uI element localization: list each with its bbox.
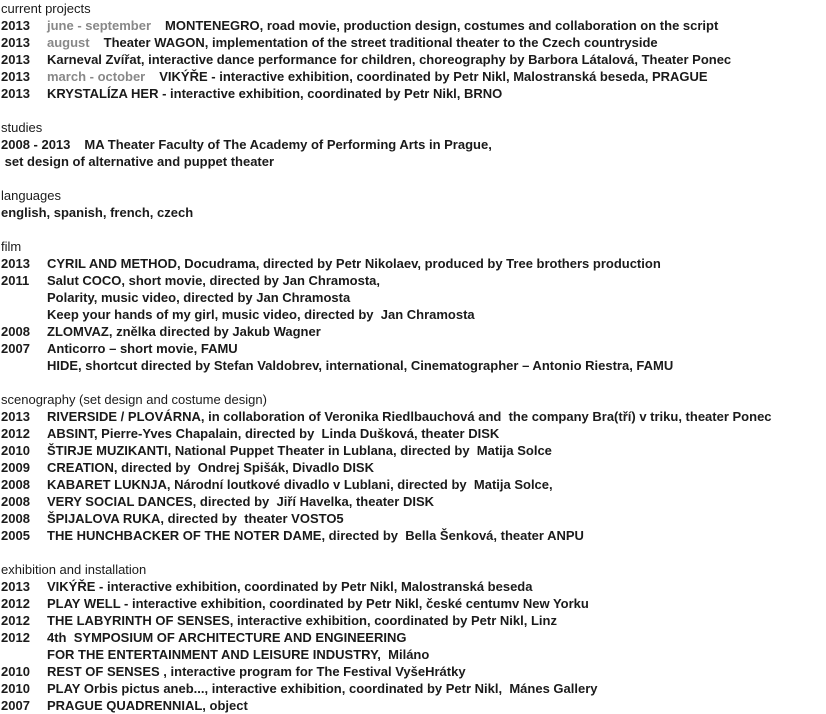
entry-row bbox=[1, 306, 826, 323]
entry-year: 2013 bbox=[1, 409, 30, 424]
entry-year: 2013 bbox=[1, 69, 30, 84]
entry-period: march - october bbox=[47, 69, 146, 84]
entry-row bbox=[1, 459, 826, 476]
entry-row bbox=[1, 340, 826, 357]
entry-row bbox=[1, 34, 826, 51]
entry-year bbox=[1, 306, 47, 323]
entry-row bbox=[1, 17, 826, 34]
entry-year: 2008 - 2013 bbox=[1, 137, 71, 152]
entry-year: 2008 bbox=[1, 511, 30, 526]
entry-text: ZLOMVAZ, znělka directed by Jakub Wagner bbox=[47, 324, 321, 339]
entry-row bbox=[1, 442, 826, 459]
entry-row bbox=[1, 697, 826, 714]
entry-row bbox=[1, 51, 826, 68]
entry-row bbox=[1, 357, 826, 374]
entry-year: 2013 bbox=[1, 579, 30, 594]
entry-text: Salut COCO, short movie, directed by Jan Chramosta, bbox=[47, 273, 381, 288]
entry-text: VIKÝŘE - interactive exhibition, coordinated by Petr Nikl, Malostranská beseda bbox=[47, 579, 533, 594]
entry-row bbox=[1, 629, 826, 646]
entry-row bbox=[1, 85, 826, 102]
entry-text: ŠTIRJE MUZIKANTI, National Puppet Theater in Lublana, directed by Matija Solce bbox=[47, 443, 552, 458]
entry-year: 2013 bbox=[1, 256, 30, 271]
entry-year bbox=[1, 646, 47, 663]
entry-text: REST OF SENSES , interactive program for The Festival VyšeHrátky bbox=[47, 664, 466, 679]
entry-row bbox=[1, 476, 826, 493]
section-title: scenography (set design and costume design) bbox=[1, 392, 267, 407]
section-title: current projects bbox=[1, 1, 91, 16]
entry-year: 2012 bbox=[1, 596, 30, 611]
entry-period: august bbox=[47, 35, 90, 50]
section-title: studies bbox=[1, 120, 43, 135]
entry-text: FOR THE ENTERTAINMENT AND LEISURE INDUSTRY, Miláno bbox=[47, 647, 430, 662]
entry-text: Karneval Zvířat, interactive dance performance for children, choreography by Barbora Látalová, Theater Ponec bbox=[47, 52, 732, 67]
entry-text: CREATION, directed by Ondrej Spišák, Divadlo DISK bbox=[47, 460, 374, 475]
entry-text: Anticorro – short movie, FAMU bbox=[47, 341, 238, 356]
entry-year: 2007 bbox=[1, 341, 30, 356]
entry-year bbox=[1, 357, 47, 374]
section-title: languages bbox=[1, 188, 61, 203]
entry-year: 2008 bbox=[1, 324, 30, 339]
entry-row bbox=[1, 408, 826, 425]
entry-year: 2012 bbox=[1, 613, 30, 628]
section-gap bbox=[1, 374, 826, 391]
entry-row bbox=[1, 204, 826, 221]
entry-row bbox=[1, 68, 826, 85]
entry-text: ŠPIJALOVA RUKA, directed by theater VOSTO5 bbox=[47, 511, 344, 526]
entry-year: 2007 bbox=[1, 698, 30, 713]
entry-year: 2010 bbox=[1, 443, 30, 458]
entry-year: 2013 bbox=[1, 86, 30, 101]
entry-row bbox=[1, 136, 826, 153]
entry-row bbox=[1, 527, 826, 544]
entry-text: CYRIL AND METHOD, Docudrama, directed by Petr Nikolaev, produced by Tree brothers production bbox=[47, 256, 661, 271]
entry-year: 2011 bbox=[1, 273, 30, 288]
entry-text: MA Theater Faculty of The Academy of Performing Arts in Prague, bbox=[84, 137, 492, 152]
entry-year: 2009 bbox=[1, 460, 30, 475]
section-gap bbox=[1, 221, 826, 238]
entry-text: set design of alternative and puppet theater bbox=[1, 154, 275, 169]
entry-row bbox=[1, 255, 826, 272]
entry-row bbox=[1, 646, 826, 663]
entry-text: VERY SOCIAL DANCES, directed by Jiří Havelka, theater DISK bbox=[47, 494, 434, 509]
section-gap bbox=[1, 102, 826, 119]
entry-row bbox=[1, 510, 826, 527]
entry-text: THE HUNCHBACKER OF THE NOTER DAME, directed by Bella Šenková, theater ANPU bbox=[47, 528, 584, 543]
section-title: exhibition and installation bbox=[1, 562, 147, 577]
entry-text: Theater WAGON, implementation of the street traditional theater to the Czech countryside bbox=[103, 35, 658, 50]
entry-year: 2010 bbox=[1, 664, 30, 679]
entry-text: VIKÝŘE - interactive exhibition, coordinated by Petr Nikl, Malostranská beseda, PRAGUE bbox=[159, 69, 708, 84]
entry-text: PLAY Orbis pictus aneb..., interactive exhibition, coordinated by Petr Nikl, Mánes Gallery bbox=[47, 681, 598, 696]
entry-year: 2005 bbox=[1, 528, 30, 543]
entry-text: MONTENEGRO, road movie, production design, costumes and collaboration on the script bbox=[165, 18, 719, 33]
entry-text: THE LABYRINTH OF SENSES, interactive exhibition, coordinated by Petr Nikl, Linz bbox=[47, 613, 557, 628]
entry-text: english, spanish, french, czech bbox=[1, 205, 194, 220]
entry-text: RIVERSIDE / PLOVÁRNA, in collaboration of Veronika Riedlbauchová and the company Bra(tří) v triku, theater Ponec bbox=[47, 409, 772, 424]
entry-year: 2008 bbox=[1, 494, 30, 509]
entry-row bbox=[1, 595, 826, 612]
entry-year: 2013 bbox=[1, 35, 30, 50]
entry-year: 2010 bbox=[1, 681, 30, 696]
entry-year bbox=[1, 289, 47, 306]
section-gap bbox=[1, 170, 826, 187]
entry-row bbox=[1, 289, 826, 306]
entry-text: Keep your hands of my girl, music video, directed by Jan Chramosta bbox=[47, 307, 475, 322]
entry-year: 2013 bbox=[1, 18, 30, 33]
entry-year: 2012 bbox=[1, 426, 30, 441]
entry-text: PLAY WELL - interactive exhibition, coordinated by Petr Nikl, české centumv New Yorku bbox=[47, 596, 589, 611]
entry-text: ABSINT, Pierre-Yves Chapalain, directed by Linda Dušková, theater DISK bbox=[47, 426, 500, 441]
entry-year: 2012 bbox=[1, 630, 30, 645]
entry-year: 2008 bbox=[1, 477, 30, 492]
entry-row bbox=[1, 680, 826, 697]
entry-text: 4th SYMPOSIUM OF ARCHITECTURE AND ENGINEERING bbox=[47, 630, 407, 645]
entry-row bbox=[1, 663, 826, 680]
entry-text: HIDE, shortcut directed by Stefan Valdobrev, international, Cinematographer – Antonio Riestra, FAMU bbox=[47, 358, 674, 373]
entry-text: Polarity, music video, directed by Jan Chramosta bbox=[47, 290, 351, 305]
entry-text: PRAGUE QUADRENNIAL, object bbox=[47, 698, 248, 713]
entry-row bbox=[1, 578, 826, 595]
entry-period: june - september bbox=[47, 18, 152, 33]
entry-row bbox=[1, 425, 826, 442]
entry-row bbox=[1, 272, 826, 289]
entry-row bbox=[1, 493, 826, 510]
section-title: film bbox=[1, 239, 22, 254]
entry-text: KRYSTALÍZA HER - interactive exhibition, coordinated by Petr Nikl, BRNO bbox=[47, 86, 503, 101]
entry-year: 2013 bbox=[1, 52, 30, 67]
entry-text: KABARET LUKNJA, Národní loutkové divadlo v Lublani, directed by Matija Solce, bbox=[47, 477, 553, 492]
entry-row bbox=[1, 323, 826, 340]
entry-row bbox=[1, 612, 826, 629]
entry-row bbox=[1, 153, 826, 170]
section-gap bbox=[1, 544, 826, 561]
